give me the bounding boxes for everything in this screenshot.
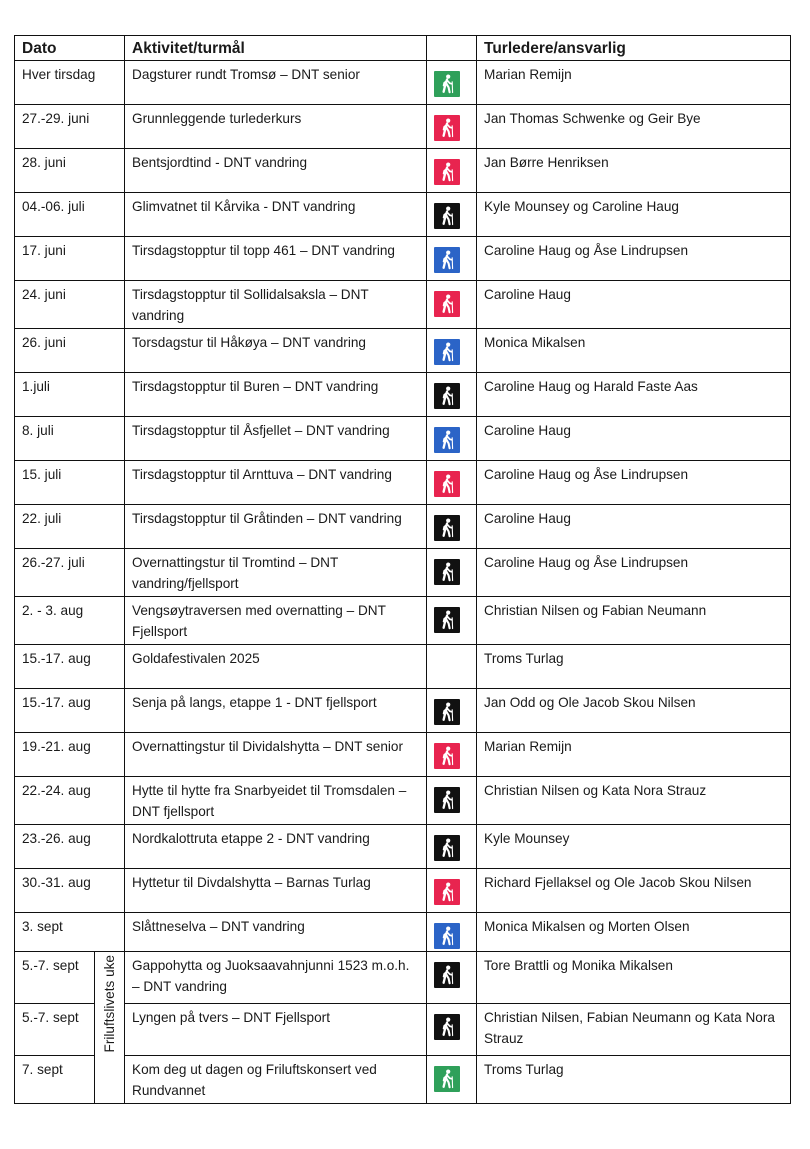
table-row	[15, 952, 791, 1004]
row-leaders: Caroline Haug og Åse Lindrupsen	[477, 549, 791, 597]
row-difficulty-cell	[427, 329, 477, 373]
row-difficulty-cell	[427, 549, 477, 597]
row-activity: Tirsdagstopptur til Åsfjellet – DNT vandring	[125, 417, 427, 461]
row-activity: Overnattingstur til Tromtind – DNT vandring/fjellsport	[125, 549, 427, 597]
table-row	[15, 825, 791, 869]
hiker-black-icon	[434, 787, 460, 813]
hiker-black-icon	[434, 203, 460, 229]
row-difficulty-cell	[427, 869, 477, 913]
table-row	[15, 1056, 791, 1104]
row-activity: Gappohytta og Juoksaavahnjunni 1523 m.o.h. – DNT vandring	[125, 952, 427, 1004]
table-row	[15, 869, 791, 913]
row-difficulty-cell	[427, 373, 477, 417]
row-leaders: Caroline Haug og Åse Lindrupsen	[477, 461, 791, 505]
table-row	[15, 105, 791, 149]
row-date: 30.-31. aug	[15, 869, 125, 913]
table-row	[15, 1004, 791, 1056]
row-date: 7. sept	[15, 1056, 95, 1104]
row-activity: Senja på langs, etappe 1 - DNT fjellsport	[125, 689, 427, 733]
row-leaders: Caroline Haug	[477, 281, 791, 329]
row-difficulty-cell	[427, 777, 477, 825]
row-difficulty-cell	[427, 733, 477, 777]
row-date: 2. - 3. aug	[15, 597, 125, 645]
table-row	[15, 193, 791, 237]
row-difficulty-cell	[427, 417, 477, 461]
row-leaders: Caroline Haug og Åse Lindrupsen	[477, 237, 791, 281]
row-leaders: Richard Fjellaksel og Ole Jacob Skou Nilsen	[477, 869, 791, 913]
row-difficulty-cell	[427, 1004, 477, 1056]
row-activity: Kom deg ut dagen og Friluftskonsert ved Rundvannet	[125, 1056, 427, 1104]
table-row	[15, 61, 791, 105]
row-difficulty-cell	[427, 825, 477, 869]
row-leaders: Troms Turlag	[477, 645, 791, 689]
friluftslivets-uke-label-cell	[95, 952, 125, 1104]
row-activity: Grunnleggende turlederkurs	[125, 105, 427, 149]
row-activity: Overnattingstur til Dividalshytta – DNT senior	[125, 733, 427, 777]
hiker-red-icon	[434, 879, 460, 905]
row-leaders: Jan Thomas Schwenke og Geir Bye	[477, 105, 791, 149]
row-leaders: Monica Mikalsen og Morten Olsen	[477, 913, 791, 952]
row-activity: Lyngen på tvers – DNT Fjellsport	[125, 1004, 427, 1056]
row-difficulty-cell	[427, 952, 477, 1004]
row-leaders: Caroline Haug og Harald Faste Aas	[477, 373, 791, 417]
hiker-red-icon	[434, 291, 460, 317]
hiker-green-icon	[434, 1066, 460, 1092]
row-leaders: Marian Remijn	[477, 61, 791, 105]
row-date: 17. juni	[15, 237, 125, 281]
table-row	[15, 417, 791, 461]
table-row	[15, 461, 791, 505]
friluftslivets-uke-label: Friluftslivets uke	[102, 955, 117, 1053]
row-activity: Tirsdagstopptur til Arnttuva – DNT vandring	[125, 461, 427, 505]
hiker-red-icon	[434, 159, 460, 185]
table-row	[15, 373, 791, 417]
row-leaders: Tore Brattli og Monika Mikalsen	[477, 952, 791, 1004]
row-activity: Hyttetur til Divdalshytta – Barnas Turlag	[125, 869, 427, 913]
row-date: 15.-17. aug	[15, 645, 125, 689]
table-body	[15, 61, 791, 1104]
row-leaders: Caroline Haug	[477, 417, 791, 461]
row-leaders: Troms Turlag	[477, 1056, 791, 1104]
hiker-black-icon	[434, 699, 460, 725]
row-date: Hver tirsdag	[15, 61, 125, 105]
table-row	[15, 597, 791, 645]
row-difficulty-cell	[427, 149, 477, 193]
row-date: 28. juni	[15, 149, 125, 193]
hiker-black-icon	[434, 835, 460, 861]
hiker-black-icon	[434, 383, 460, 409]
hiker-black-icon	[434, 559, 460, 585]
row-leaders: Christian Nilsen og Fabian Neumann	[477, 597, 791, 645]
header-leaders: Turledere/ansvarlig	[477, 36, 791, 61]
row-leaders: Christian Nilsen, Fabian Neumann og Kata Nora Strauz	[477, 1004, 791, 1056]
hiker-blue-icon	[434, 339, 460, 365]
row-difficulty-cell	[427, 61, 477, 105]
row-leaders: Kyle Mounsey og Caroline Haug	[477, 193, 791, 237]
hiker-blue-icon	[434, 427, 460, 453]
hiker-red-icon	[434, 471, 460, 497]
hiker-black-icon	[434, 1014, 460, 1040]
row-date: 5.-7. sept	[15, 1004, 95, 1056]
hiker-blue-icon	[434, 923, 460, 949]
row-activity: Dagsturer rundt Tromsø – DNT senior	[125, 61, 427, 105]
table-row	[15, 733, 791, 777]
row-leaders: Jan Odd og Ole Jacob Skou Nilsen	[477, 689, 791, 733]
row-difficulty-cell	[427, 1056, 477, 1104]
row-date: 26. juni	[15, 329, 125, 373]
table-row	[15, 149, 791, 193]
row-date: 19.-21. aug	[15, 733, 125, 777]
row-date: 22.-24. aug	[15, 777, 125, 825]
row-difficulty-cell	[427, 689, 477, 733]
row-difficulty-cell	[427, 193, 477, 237]
row-difficulty-cell	[427, 237, 477, 281]
row-difficulty-cell	[427, 913, 477, 952]
hiker-green-icon	[434, 71, 460, 97]
table-row	[15, 777, 791, 825]
row-activity: Goldafestivalen 2025	[125, 645, 427, 689]
row-leaders: Monica Mikalsen	[477, 329, 791, 373]
row-activity: Glimvatnet til Kårvika - DNT vandring	[125, 193, 427, 237]
row-date: 24. juni	[15, 281, 125, 329]
table-row	[15, 913, 791, 952]
header-date: Dato	[15, 36, 125, 61]
row-activity: Tirsdagstopptur til topp 461 – DNT vandring	[125, 237, 427, 281]
row-difficulty-cell	[427, 597, 477, 645]
row-activity: Vengsøytraversen med overnatting – DNT Fjellsport	[125, 597, 427, 645]
row-date: 27.-29. juni	[15, 105, 125, 149]
row-activity: Torsdagstur til Håkøya – DNT vandring	[125, 329, 427, 373]
table-row	[15, 505, 791, 549]
table-row	[15, 281, 791, 329]
row-leaders: Marian Remijn	[477, 733, 791, 777]
table-row	[15, 329, 791, 373]
table-header-row	[15, 36, 791, 61]
row-date: 15.-17. aug	[15, 689, 125, 733]
row-date: 1.juli	[15, 373, 125, 417]
hiker-black-icon	[434, 962, 460, 988]
row-difficulty-cell	[427, 281, 477, 329]
row-activity: Tirsdagstopptur til Sollidalsaksla – DNT vandring	[125, 281, 427, 329]
row-activity: Tirsdagstopptur til Buren – DNT vandring	[125, 373, 427, 417]
row-date: 8. juli	[15, 417, 125, 461]
table-row	[15, 237, 791, 281]
row-leaders: Jan Børre Henriksen	[477, 149, 791, 193]
row-leaders: Christian Nilsen og Kata Nora Strauz	[477, 777, 791, 825]
row-date: 26.-27. juli	[15, 549, 125, 597]
hiker-red-icon	[434, 115, 460, 141]
row-leaders: Caroline Haug	[477, 505, 791, 549]
row-date: 15. juli	[15, 461, 125, 505]
row-difficulty-cell	[427, 461, 477, 505]
row-difficulty-cell	[427, 645, 477, 689]
header-icon	[427, 36, 477, 61]
table-row	[15, 549, 791, 597]
row-date: 04.-06. juli	[15, 193, 125, 237]
activity-schedule-table	[14, 35, 791, 1104]
row-difficulty-cell	[427, 505, 477, 549]
hiker-black-icon	[434, 515, 460, 541]
row-difficulty-cell	[427, 105, 477, 149]
row-leaders: Kyle Mounsey	[477, 825, 791, 869]
row-date: 3. sept	[15, 913, 125, 952]
row-activity: Nordkalottruta etappe 2 - DNT vandring	[125, 825, 427, 869]
table-row	[15, 689, 791, 733]
row-date: 23.-26. aug	[15, 825, 125, 869]
hiker-blue-icon	[434, 247, 460, 273]
row-activity: Hytte til hytte fra Snarbyeidet til Tromsdalen – DNT fjellsport	[125, 777, 427, 825]
row-activity: Tirsdagstopptur til Gråtinden – DNT vandring	[125, 505, 427, 549]
row-date: 5.-7. sept	[15, 952, 95, 1004]
row-date: 22. juli	[15, 505, 125, 549]
row-activity: Slåttneselva – DNT vandring	[125, 913, 427, 952]
header-activity: Aktivitet/turmål	[125, 36, 427, 61]
hiker-red-icon	[434, 743, 460, 769]
row-activity: Bentsjordtind - DNT vandring	[125, 149, 427, 193]
table-row	[15, 645, 791, 689]
hiker-black-icon	[434, 607, 460, 633]
